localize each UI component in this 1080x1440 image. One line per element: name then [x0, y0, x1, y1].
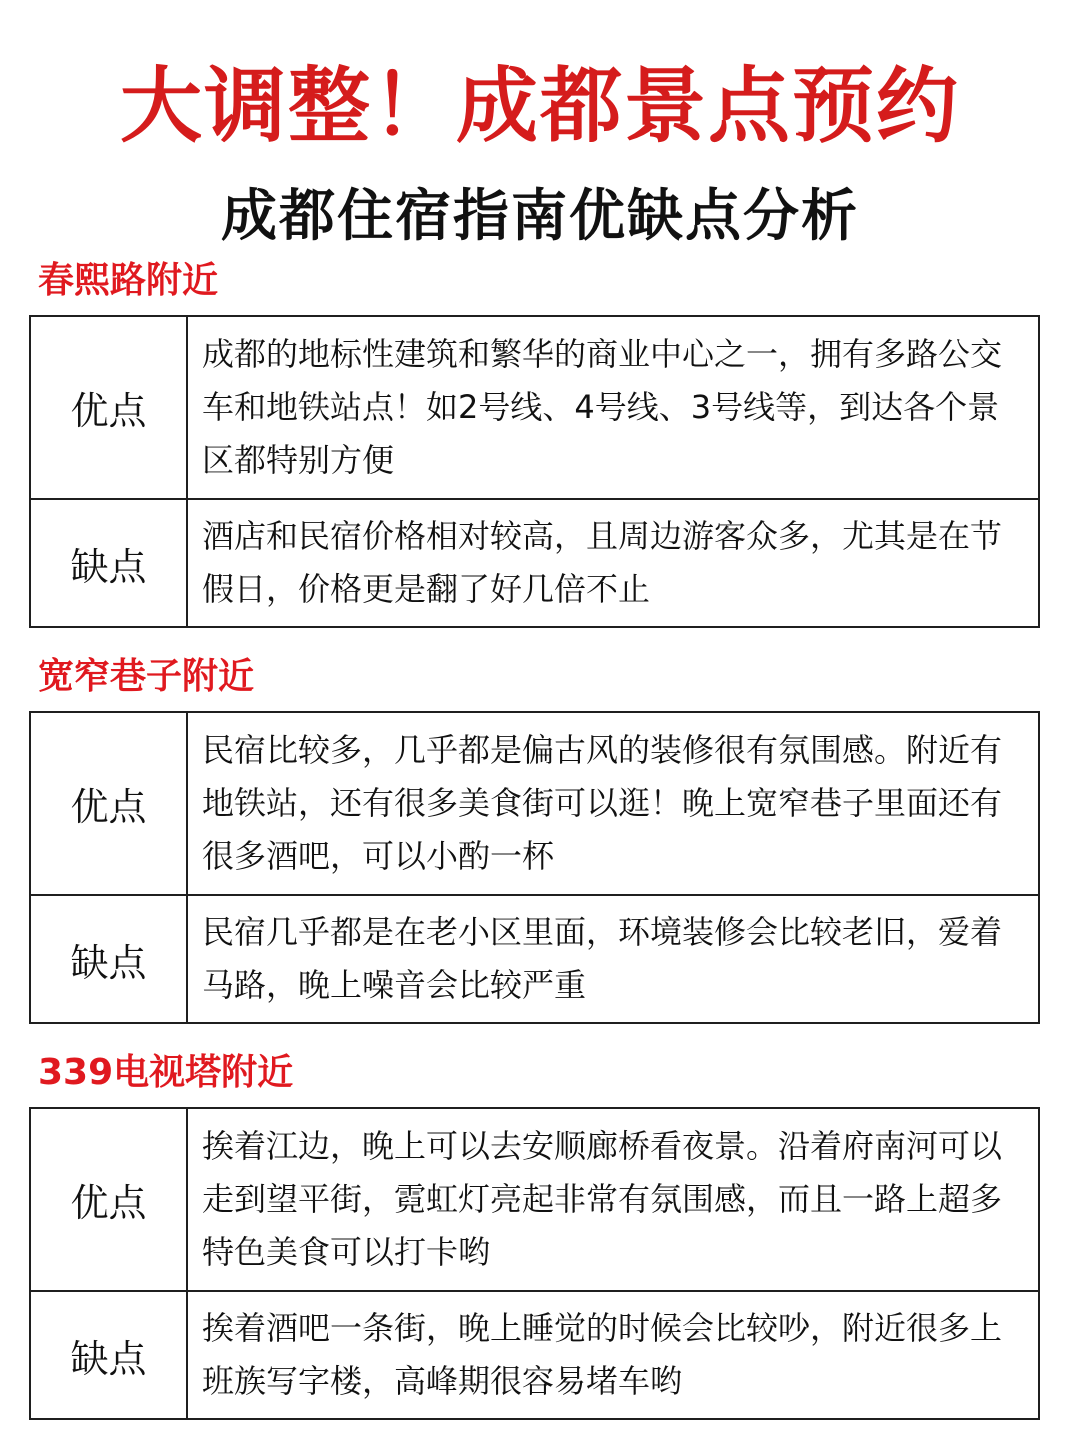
- section-title-339-tv-tower: 339电视塔附近: [38, 1052, 294, 1093]
- cons-text: 挨着酒吧一条街，晚上睡觉的时候会比较吵，附近很多上班族写字楼，高峰期很容易堵车哟: [187, 1291, 1039, 1419]
- cons-text: 酒店和民宿价格相对较高，且周边游客众多，尤其是在节假日，价格更是翻了好几倍不止: [187, 499, 1039, 627]
- cons-row: [30, 1291, 1039, 1419]
- page-subtitle: 成都住宿指南优缺点分析: [221, 184, 859, 249]
- pros-text: 民宿比较多，几乎都是偏古风的装修很有氛围感。附近有地铁站，还有很多美食街可以逛！晚上宽窄巷子里面还有很多酒吧，可以小酌一杯: [187, 712, 1039, 895]
- pros-cons-table-chunxi-road: [29, 315, 1040, 628]
- cons-row: [30, 499, 1039, 627]
- pros-label: 优点: [30, 316, 187, 499]
- cons-row: [30, 895, 1039, 1023]
- section-title-kuanzhai-alley: 宽窄巷子附近: [38, 656, 255, 697]
- pros-row: [30, 1108, 1039, 1291]
- pros-text: 成都的地标性建筑和繁华的商业中心之一，拥有多路公交车和地铁站点！如2号线、4号线、3号线等，到达各个景区都特别方便: [187, 316, 1039, 499]
- cons-label: 缺点: [30, 1291, 187, 1419]
- pros-text: 挨着江边，晚上可以去安顺廊桥看夜景。沿着府南河可以走到望平街，霓虹灯亮起非常有氛围感，而且一路上超多特色美食可以打卡哟: [187, 1108, 1039, 1291]
- cons-text: 民宿几乎都是在老小区里面，环境装修会比较老旧，爱着马路，晚上噪音会比较严重: [187, 895, 1039, 1023]
- pros-label: 优点: [30, 712, 187, 895]
- pros-cons-table-339-tv-tower: [29, 1107, 1040, 1420]
- pros-row: [30, 316, 1039, 499]
- cons-label: 缺点: [30, 499, 187, 627]
- section-title-chunxi-road: 春熙路附近: [38, 260, 219, 301]
- cons-label: 缺点: [30, 895, 187, 1023]
- pros-cons-table-kuanzhai-alley: [29, 711, 1040, 1024]
- pros-row: [30, 712, 1039, 895]
- pros-label: 优点: [30, 1108, 187, 1291]
- page-title: 大调整！成都景点预约: [119, 58, 960, 154]
